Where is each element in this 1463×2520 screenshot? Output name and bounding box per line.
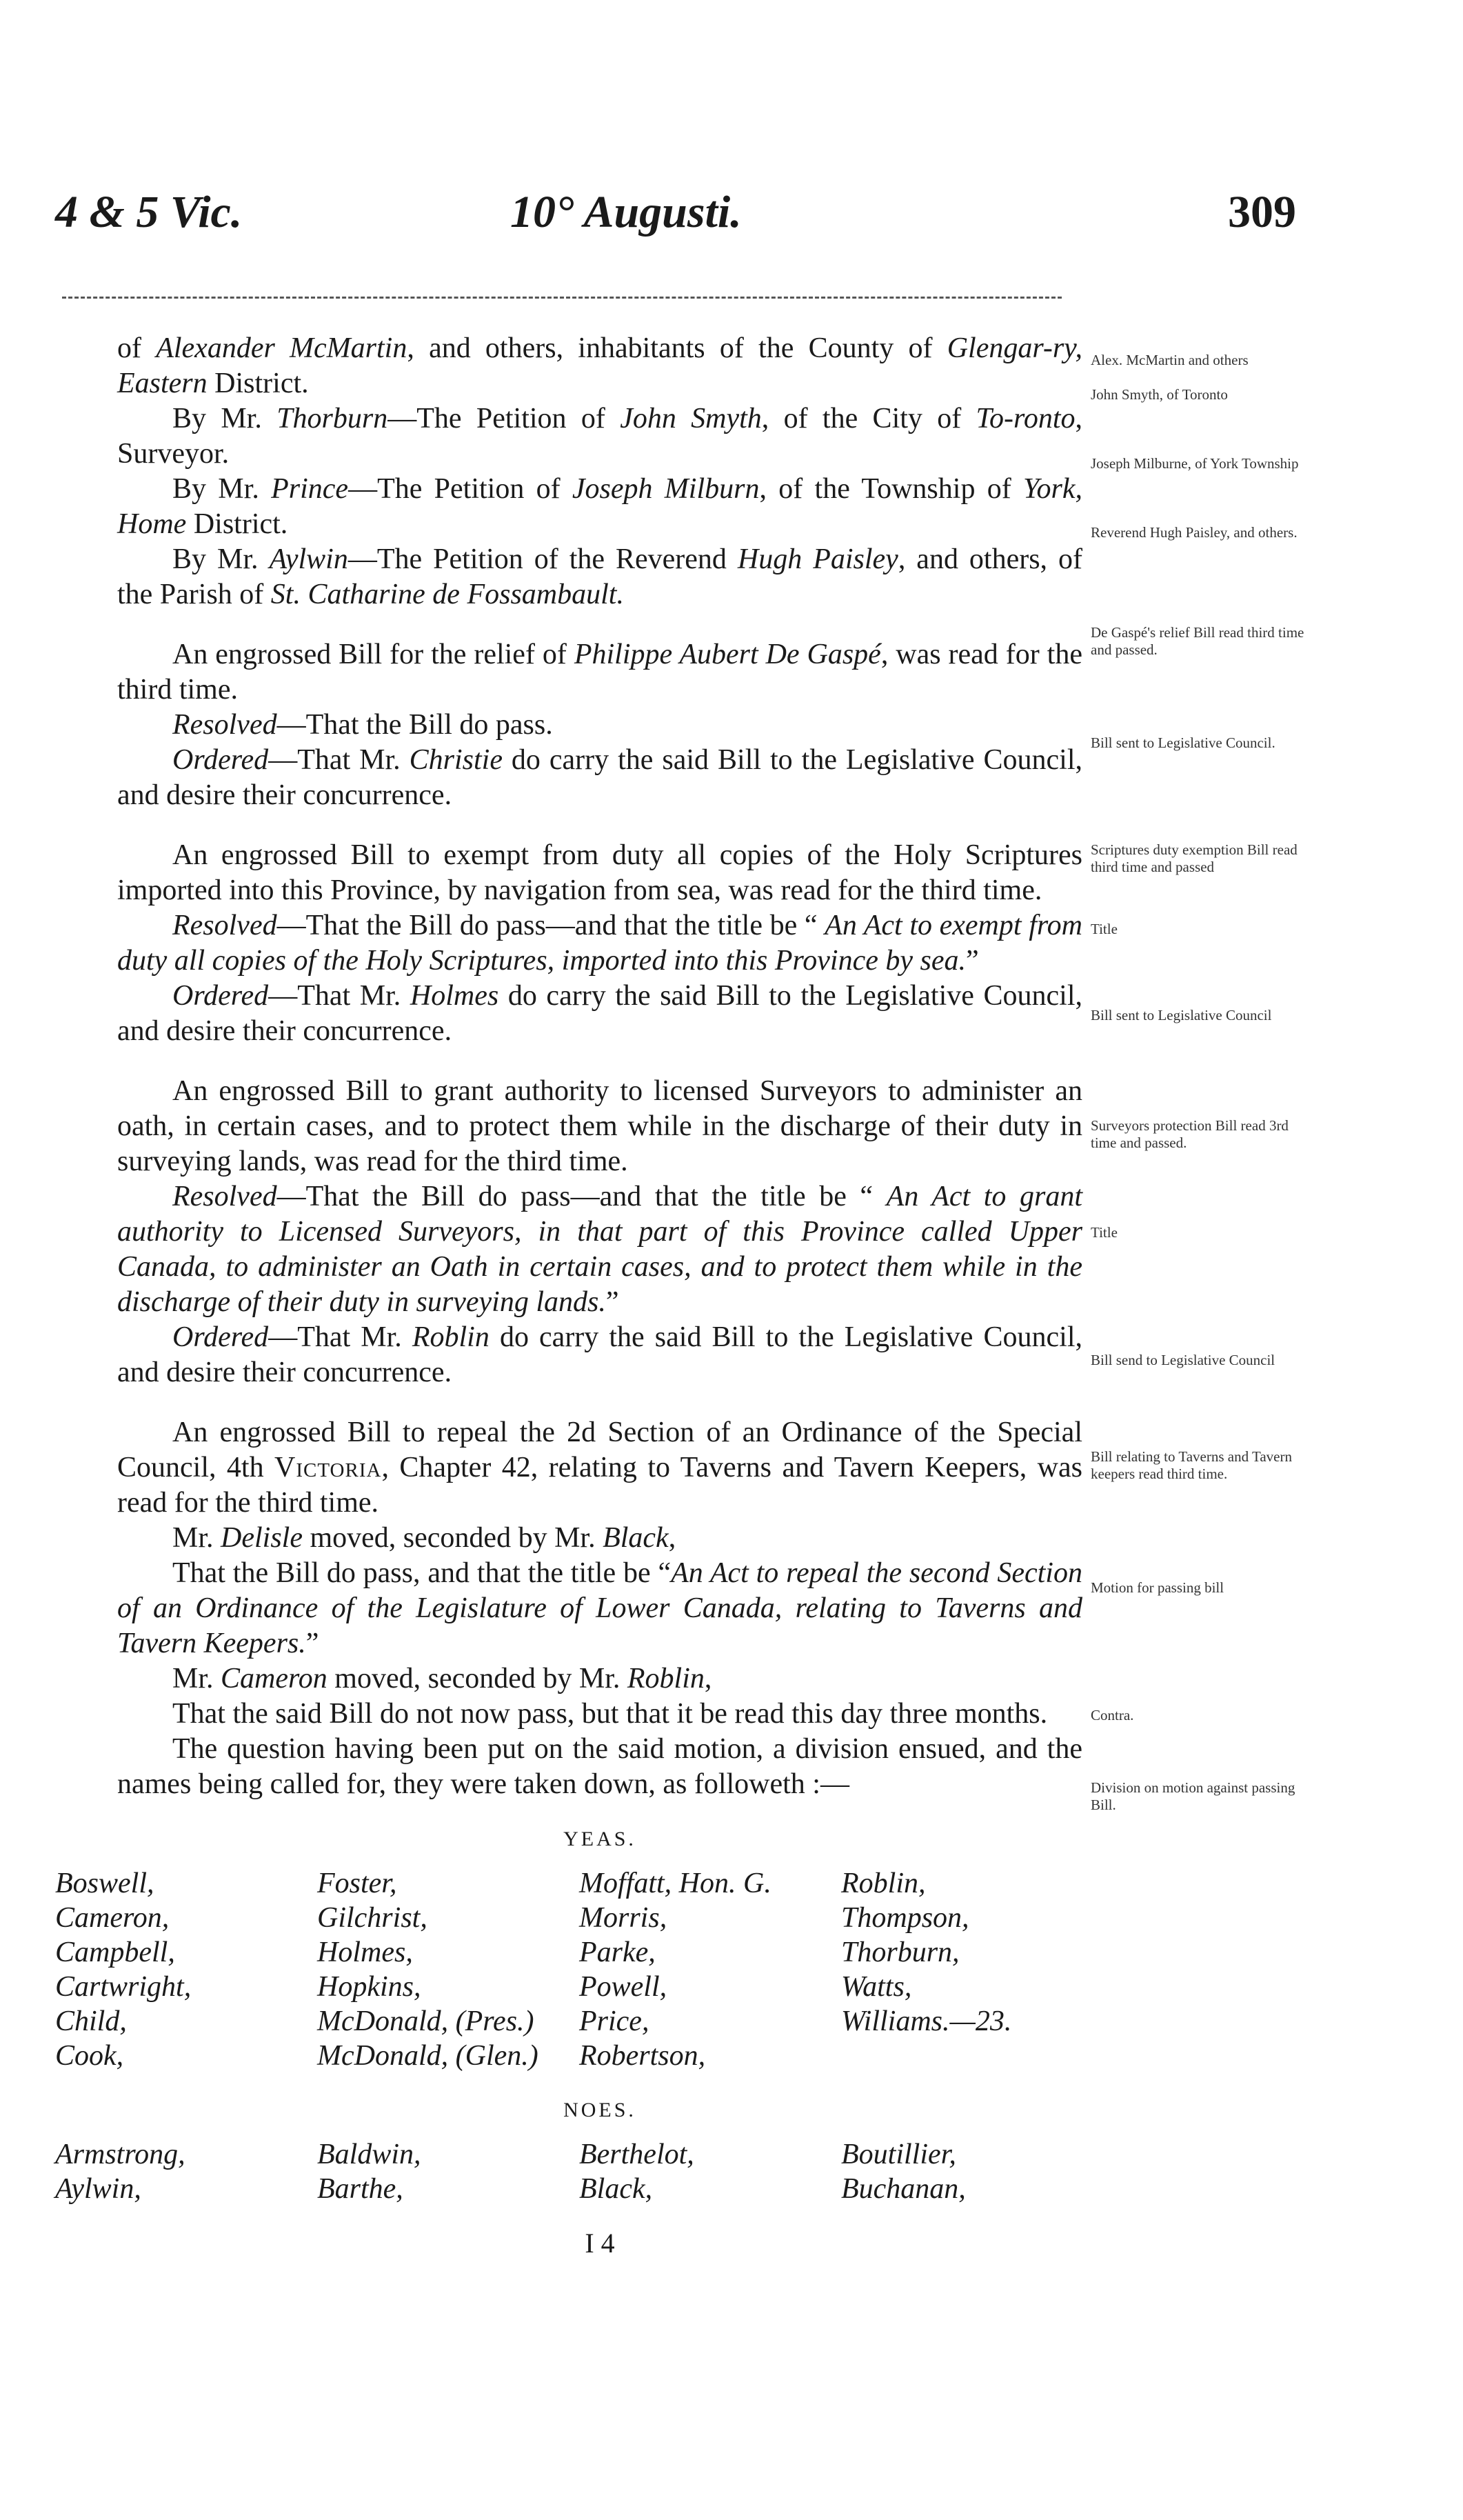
margin-note: Surveyors protection Bill read 3rd time and passed. [1091,1117,1289,1151]
member-name: Morris, [579,1902,667,1934]
text-run: —That the Bill do pass—and that the title be “ [276,910,825,941]
session-label: 4 & 5 Vic. [55,187,243,237]
journal-paragraph [117,1661,1082,1697]
text-run: , Chapter 42, relating to Taverns and Tavern Keepers, was read for the third time. [117,1452,1082,1519]
text-run: , [704,1663,712,1694]
page-header [55,186,1296,262]
margin-note: Contra. [1091,1707,1134,1723]
signature-mark: I 4 [585,2228,615,2259]
text-run: —The Petition of the Reverend [347,543,738,575]
text-run: District. [186,508,288,540]
journal-paragraph [117,908,1082,979]
text-run: Mr. [172,1522,221,1554]
text-run: of [117,332,157,364]
margin-note: Alex. McMartin and others [1091,352,1249,368]
text-run: Thorburn [276,403,388,434]
text-run: Ordered [172,744,269,776]
journal-paragraph [117,1320,1082,1390]
text-run: Resolved [172,1181,277,1212]
text-run: do carry the said Bill to the Legislative Council, and desire their concurrence. [117,1321,1082,1388]
text-run: Christie [409,744,503,776]
date-label: 10° Augusti. [510,187,742,237]
member-name: Barthe, [317,2173,403,2205]
journal-paragraph [117,1556,1082,1661]
journal-paragraph [117,979,1082,1049]
yeas-heading: YEAS. [563,1828,636,1850]
member-name: Gilchrist, [317,1902,427,1934]
text-run: An engrossed Bill to grant authority to licensed Surveyors to administer an oath, in certain cases, and to protect them while in the discharge of their duty in surveying lands, was read for the third time. [117,1075,1082,1177]
journal-paragraph [117,1415,1082,1521]
member-name: Robertson, [579,2040,706,2072]
member-name: Black, [579,2173,653,2205]
text-run: , Surveyor. [117,403,1082,470]
member-name: Price, [579,2006,649,2037]
text-run: , and others, inhabitants of the County of [407,332,947,364]
text-run: —That Mr. [268,744,410,776]
margin-note: De Gaspé's relief Bill read third time and passed. [1091,624,1304,658]
text-run: , was read for the third time. [117,639,1082,706]
text-run: That the Bill do pass, and that the title be “ [172,1557,672,1589]
page-number: 309 [1228,187,1296,237]
text-run: , of the Township of [759,473,1024,505]
member-name: Moffatt, Hon. G. [579,1868,771,1899]
text-run: Joseph Milburn [572,473,760,505]
member-name: Parke, [579,1937,656,1968]
member-name: Hopkins, [317,1971,421,2003]
member-name: Aylwin, [55,2173,141,2205]
text-run: —That the Bill do pass—and that the title be “ [276,1181,887,1212]
noes-list [55,2137,1082,2206]
member-name: Boutillier, [841,2139,956,2170]
text-run: ” [305,1628,319,1659]
member-name: Thompson, [841,1902,969,1934]
text-run: moved, seconded by Mr. [327,1663,627,1694]
text-run: —The Petition of [387,403,620,434]
member-name: McDonald, (Pres.) [317,2006,534,2037]
text-run: , of the City of [761,403,976,434]
margin-note: Title [1091,1224,1118,1241]
member-name: Cook, [55,2040,124,2072]
margin-note: Reverend Hugh Paisley, and others. [1091,524,1298,541]
text-run: Roblin [627,1663,705,1694]
text-run: , and others, of the Parish of [117,543,1083,610]
text-run: moved, seconded by Mr. [302,1522,603,1554]
member-name: Berthelot, [579,2139,694,2170]
journal-paragraph [117,1179,1082,1320]
text-run: do carry the said Bill to the Legislative Council, and desire their concurrence. [117,980,1082,1047]
member-name: Holmes, [317,1937,413,1968]
text-run: John Smyth [620,403,762,434]
member-name [841,2039,1020,2073]
yeas-list [55,1866,1082,2073]
text-run: St. Catharine de Fossambault. [270,579,624,610]
text-run: Glengar-ry, Eastern [117,332,1082,399]
text-run: Mr. [172,1663,221,1694]
text-run: An engrossed Bill for the relief of [172,639,574,670]
text-run: —That Mr. [268,980,410,1012]
text-run: Ordered [172,980,269,1012]
text-run: Aylwin [269,543,348,575]
member-name: Boswell, [55,1868,154,1899]
text-run: Ordered [172,1321,269,1353]
margin-note: Bill relating to Taverns and Tavern keepers read third time. [1091,1448,1292,1482]
text-run: Delisle [221,1522,303,1554]
member-name: Child, [55,2006,127,2037]
member-name: Roblin, [841,1868,926,1899]
member-name: Foster, [317,1868,397,1899]
journal-paragraph [117,637,1082,708]
text-run: ” [966,945,979,977]
text-run: By Mr. [172,473,272,505]
text-run: Philippe Aubert De Gaspé [574,639,881,670]
text-run: Holmes [410,980,499,1012]
text-run: By Mr. [172,543,270,575]
journal-body [55,331,1083,2261]
member-name: Campbell, [55,1937,175,1968]
margin-note: Bill send to Legislative Council [1091,1352,1275,1368]
member-name: Cameron, [55,1902,170,1934]
member-name: Armstrong, [55,2139,185,2170]
text-run: —That Mr. [268,1321,412,1353]
text-run: An Act to exempt from duty all copies of the Holy Scriptures, imported into this Province by sea. [117,910,1082,977]
text-run: York, Home [117,473,1083,540]
journal-paragraph [117,331,1082,401]
text-run: District. [207,368,309,399]
text-run: Prince [271,473,349,505]
journal-paragraph [117,1521,1082,1556]
text-run: ” [605,1286,619,1318]
member-name: Watts, [841,1971,912,2003]
header-rule [62,297,1062,299]
noes-heading: NOES. [563,2099,636,2121]
text-run: Resolved [172,910,277,941]
text-run: Roblin [412,1321,490,1353]
text-run: An engrossed Bill to repeal the 2d Section of an Ordinance of the Special Council, 4th [117,1417,1082,1483]
text-run: Cameron [221,1663,327,1694]
margin-note: Bill sent to Legislative Council. [1091,734,1275,751]
margin-note: Joseph Milburne, of York Township [1091,455,1299,472]
text-run: An engrossed Bill to exempt from duty all copies of the Holy Scriptures imported into this Province, by navigation from sea, was read for the third time. [117,839,1082,906]
text-run: Alexander McMartin [156,332,407,364]
journal-paragraph [117,472,1082,542]
text-run: Victoria [274,1452,382,1483]
text-run: —The Petition of [348,473,572,505]
journal-paragraph [117,708,1082,743]
journal-paragraph [117,1732,1082,1802]
text-run: To-ronto [976,403,1076,434]
member-name: McDonald, (Glen.) [317,2040,538,2072]
member-name: Williams.—23. [841,2006,1012,2037]
margin-note: Title [1091,921,1118,937]
member-name: Cartwright, [55,1971,192,2003]
text-run: Black [603,1522,669,1554]
margin-note: John Smyth, of Toronto [1091,386,1228,403]
journal-paragraph [117,743,1082,813]
text-run: An Act to repeal the second Section of an Ordinance of the Legislature of Lower Canada, relating to Taverns and Tavern Keepers. [117,1557,1082,1659]
text-run: That the said Bill do not now pass, but that it be read this day three months. [172,1698,1048,1730]
text-run: An Act to grant authority to Licensed Surveyors, in that part of this Province called Upper Canada, to administer an Oath in certain cases, and to protect them while in the discharge of their duty in surveying lands. [117,1181,1082,1318]
text-run: —That the Bill do pass. [276,709,553,741]
margin-note: Motion for passing bill [1091,1579,1224,1596]
text-run: Resolved [172,709,277,741]
journal-paragraph [117,401,1082,472]
text-run: do carry the said Bill to the Legislative Council, and desire their concurrence. [117,744,1082,811]
member-name: Powell, [579,1971,667,2003]
text-run: , [668,1522,676,1554]
journal-paragraph [117,1697,1082,1732]
member-name: Buchanan, [841,2173,966,2205]
text-run: By Mr. [172,403,277,434]
margin-note: Scriptures duty exemption Bill read third time and passed [1091,841,1298,875]
member-name: Baldwin, [317,2139,421,2170]
journal-paragraph [117,542,1082,612]
margin-note: Bill sent to Legislative Council [1091,1007,1272,1023]
text-run: The question having been put on the said motion, a division ensued, and the names being called for, they were taken down, as followeth :— [117,1733,1082,1800]
margin-note: Division on motion against passing Bill. [1091,1779,1295,1813]
member-name: Thorburn, [841,1937,960,1968]
text-run: Hugh Paisley [737,543,898,575]
journal-paragraph [117,838,1082,908]
journal-paragraph [117,1074,1082,1179]
